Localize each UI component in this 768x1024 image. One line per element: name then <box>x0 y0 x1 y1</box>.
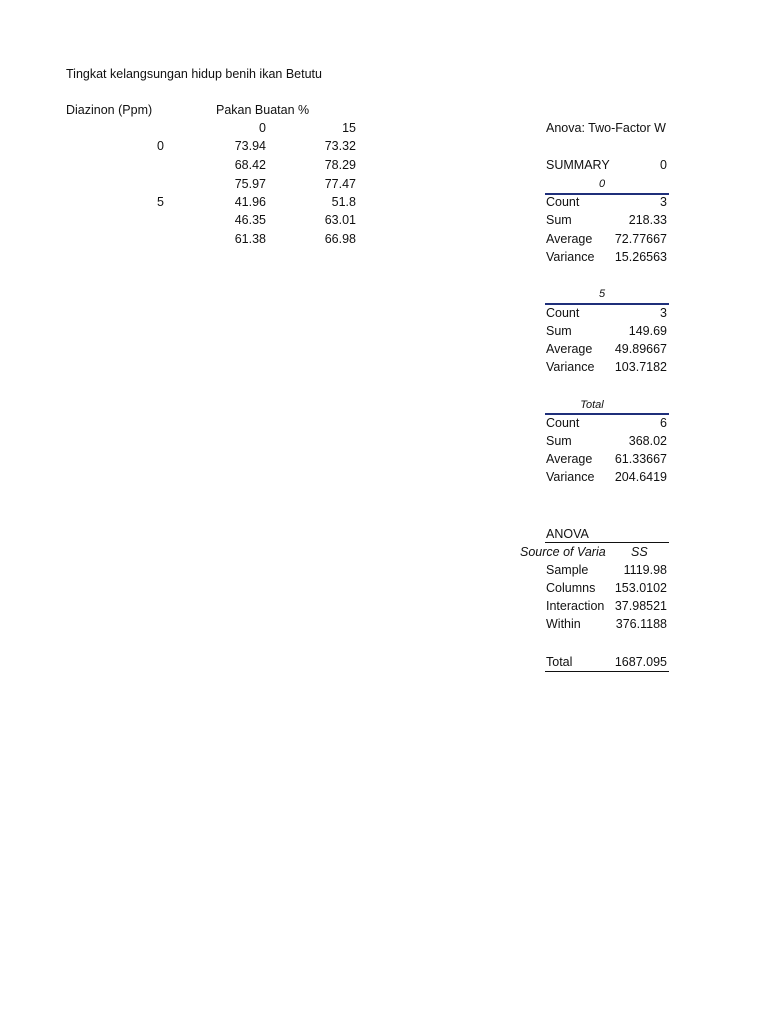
summary-col-label: 0 <box>660 158 667 172</box>
col-label-15: 15 <box>342 121 356 135</box>
table-cell: 46.35 <box>234 213 266 227</box>
stat-label: Sum <box>546 213 572 227</box>
sheet-title: Tingkat kelangsungan hidup benih ikan Betutu <box>66 67 322 81</box>
anova-title: Anova: Two-Factor W <box>546 121 666 135</box>
stat-label: Average <box>546 232 593 246</box>
anova-row-label: Columns <box>546 581 596 595</box>
block-divider <box>545 303 669 305</box>
ss-header: SS <box>631 545 648 559</box>
source-of-variation-header: Source of Varia <box>520 545 606 559</box>
block-divider <box>545 413 669 415</box>
stat-value: 15.26563 <box>614 250 667 264</box>
anova-row-ss: 376.1188 <box>615 617 667 631</box>
anova-row-label: Within <box>546 617 581 631</box>
table-cell: 66.98 <box>324 232 356 246</box>
anova-row-label: Sample <box>546 563 589 577</box>
stat-label: Average <box>546 342 593 356</box>
stat-label: Variance <box>546 360 595 374</box>
table-cell: 77.47 <box>324 177 356 191</box>
col-label-0: 0 <box>259 121 266 135</box>
table-cell: 41.96 <box>234 195 266 209</box>
anova-total-label: Total <box>546 655 573 669</box>
anova-footer-rule <box>545 671 669 672</box>
stat-value: 3 <box>660 195 667 209</box>
table-cell: 78.29 <box>324 158 356 172</box>
stat-label: Variance <box>546 250 595 264</box>
stat-label: Sum <box>546 434 572 448</box>
stat-value: 61.33667 <box>614 452 667 466</box>
table-cell: 68.42 <box>234 158 266 172</box>
row-header-diazinon: Diazinon (Ppm) <box>66 103 153 117</box>
table-cell: 73.32 <box>324 139 356 153</box>
stat-label: Count <box>546 306 580 320</box>
table-cell: 63.01 <box>324 213 356 227</box>
stat-value: 3 <box>660 306 667 320</box>
stat-label: Sum <box>546 324 572 338</box>
anova-row-ss: 1119.98 <box>623 563 667 577</box>
summary-label: SUMMARY <box>546 158 610 172</box>
summary-block-0-title: 0 <box>598 178 606 190</box>
anova-header-rule <box>545 542 669 543</box>
stat-value: 368.02 <box>628 434 667 448</box>
summary-block-total-title: Total <box>580 399 604 411</box>
stat-value: 49.89667 <box>614 342 667 356</box>
stat-value: 149.69 <box>628 324 667 338</box>
table-cell: 75.97 <box>234 177 266 191</box>
stat-label: Count <box>546 416 580 430</box>
stat-value: 72.77667 <box>614 232 667 246</box>
stat-value: 218.33 <box>628 213 667 227</box>
group-label-0: 0 <box>157 139 164 153</box>
anova-total-ss: 1687.095 <box>614 655 667 669</box>
anova-row-label: Interaction <box>546 599 605 613</box>
stat-value: 103.7182 <box>614 360 667 374</box>
anova-row-ss: 153.0102 <box>614 581 667 595</box>
table-cell: 73.94 <box>234 139 266 153</box>
stat-label: Count <box>546 195 580 209</box>
summary-block-5-title: 5 <box>598 288 606 300</box>
stat-value: 6 <box>660 416 667 430</box>
anova-row-ss: 37.98521 <box>614 599 667 613</box>
group-label-5: 5 <box>157 195 164 209</box>
table-cell: 51.8 <box>331 195 356 209</box>
anova-label: ANOVA <box>546 527 589 541</box>
stat-label: Average <box>546 452 593 466</box>
table-cell: 61.38 <box>234 232 266 246</box>
stat-value: 204.6419 <box>614 470 667 484</box>
col-header-pakan: Pakan Buatan % <box>216 103 310 117</box>
stat-label: Variance <box>546 470 595 484</box>
